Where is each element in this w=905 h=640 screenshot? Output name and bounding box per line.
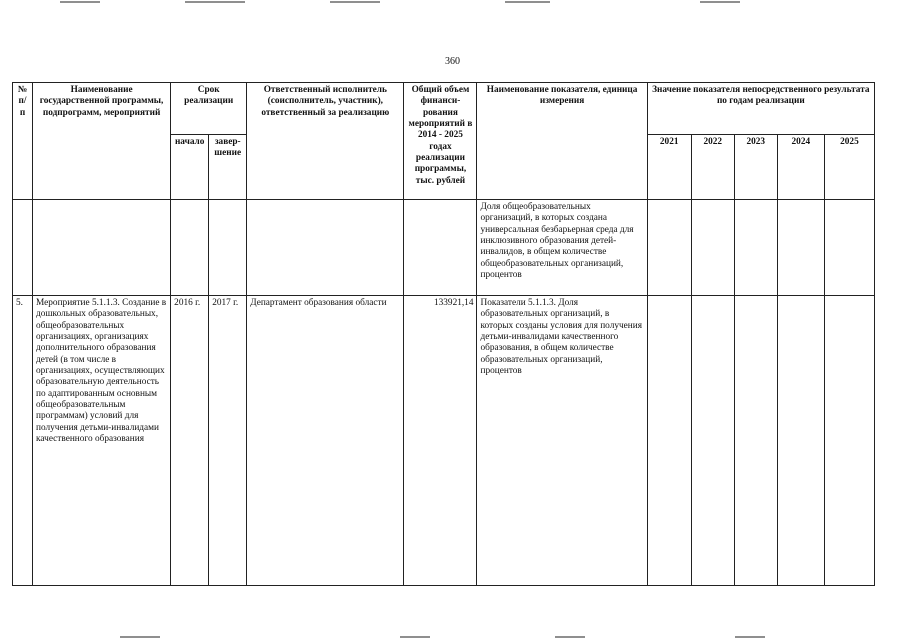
scan-artifact <box>60 1 100 3</box>
cell-value <box>777 200 824 296</box>
cell-no: 5. <box>13 296 33 586</box>
header-year: 2021 <box>647 135 691 200</box>
cell-name: Мероприятие 5.1.1.3. Создание в дошкольных образовательных, общеобразовательных организациях, организациях дополнительного образования детей (в том числе в организациях, осуществляющих образовательную деятельность по адаптированным основным общеобразовательным программам) условий для получения детьми-инвалидами качественного образования <box>33 296 171 586</box>
cell-volume <box>404 200 477 296</box>
table-row <box>13 296 875 586</box>
scan-artifact <box>185 1 245 3</box>
header-name: Наименование государственной программы, подпрограмм, мероприятий <box>33 83 171 200</box>
cell-value <box>734 296 777 586</box>
header-year: 2022 <box>691 135 734 200</box>
cell-value <box>647 296 691 586</box>
page-number: 360 <box>445 56 460 67</box>
header-year: 2024 <box>777 135 824 200</box>
scan-artifact <box>330 1 380 3</box>
cell-end: 2017 г. <box>209 296 247 586</box>
header-no: № п/п <box>13 83 33 200</box>
header-year: 2023 <box>734 135 777 200</box>
cell-end <box>209 200 247 296</box>
cell-volume: 133921,14 <box>404 296 477 586</box>
scan-artifact <box>120 636 160 638</box>
cell-value <box>734 200 777 296</box>
header-indicator: Наименование показателя, единица измерения <box>477 83 647 200</box>
cell-no <box>13 200 33 296</box>
header-values: Значение показателя непосредственного результата по годам реализации <box>647 83 874 135</box>
cell-value <box>824 200 874 296</box>
header-volume: Общий объем финанси-рования мероприятий в 2014 - 2025 годах реализации программы, тыс. рублей <box>404 83 477 200</box>
cell-value <box>691 200 734 296</box>
cell-value <box>824 296 874 586</box>
cell-indicator: Показатели 5.1.1.3. Доля образовательных организаций, в которых созданы условия для получения детьми-инвалидами качественного образования, в общем количестве образовательных организаций, процентов <box>477 296 647 586</box>
cell-indicator: Доля общеобразовательных организаций, в которых создана универсальная безбарьерная среда для инклюзивного образования детей-инвалидов, в общем количестве общеобразовательных организаций, процентов <box>477 200 647 296</box>
cell-value <box>777 296 824 586</box>
header-period-start: начало <box>171 135 209 200</box>
cell-start <box>171 200 209 296</box>
cell-value <box>691 296 734 586</box>
scan-artifact <box>735 636 765 638</box>
cell-start: 2016 г. <box>171 296 209 586</box>
program-table <box>12 82 875 586</box>
header-period: Срок реализации <box>171 83 247 135</box>
scan-artifact <box>400 636 430 638</box>
cell-name <box>33 200 171 296</box>
header-year: 2025 <box>824 135 874 200</box>
cell-executor <box>247 200 404 296</box>
header-executor: Ответственный исполнитель (соисполнитель, участник), ответственный за реализацию <box>247 83 404 200</box>
scan-artifact <box>505 1 550 3</box>
scan-artifact <box>555 636 585 638</box>
cell-executor: Департамент образования области <box>247 296 404 586</box>
cell-value <box>647 200 691 296</box>
table-row <box>13 200 875 296</box>
header-period-end: завер-шение <box>209 135 247 200</box>
scan-artifact <box>700 1 740 3</box>
